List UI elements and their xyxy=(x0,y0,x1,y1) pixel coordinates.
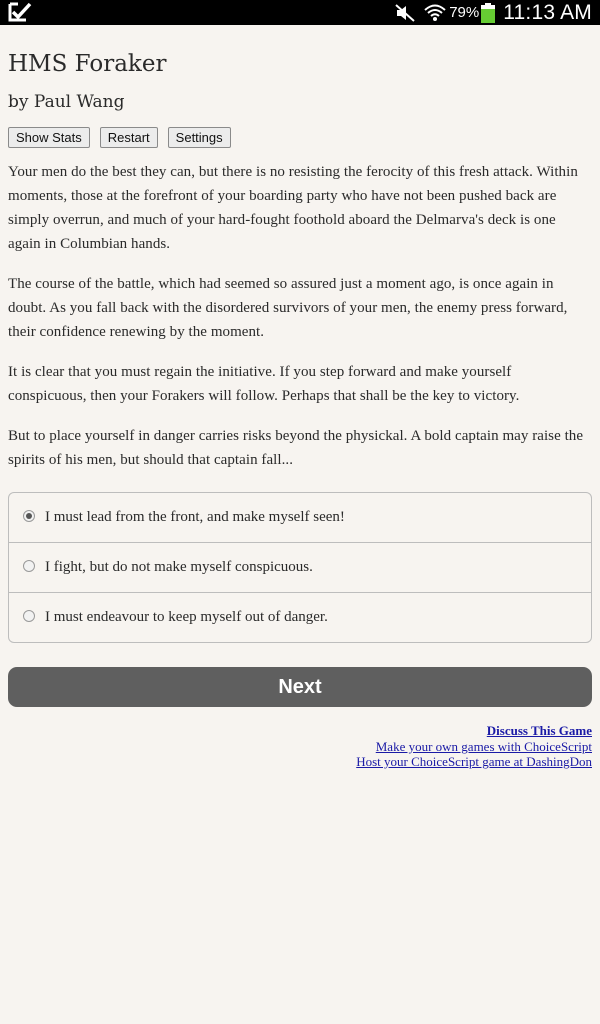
show-stats-button[interactable]: Show Stats xyxy=(8,127,90,148)
choice-option[interactable] xyxy=(9,592,591,642)
choice-label: I must endeavour to keep myself out of danger. xyxy=(45,609,328,625)
choice-label: I fight, but do not make myself conspicuous. xyxy=(45,559,313,575)
story-paragraph: The course of the battle, which had seemed so assured just a moment ago, is once again in doubt. As you fall back with the disordered survivors of your men, the enemy press forward, their confidence renewing by the moment. xyxy=(8,276,568,340)
mute-icon xyxy=(394,3,416,23)
radio-button[interactable] xyxy=(23,560,35,572)
story-paragraph: It is clear that you must regain the initiative. If you step forward and make yourself conspicuous, then your Forakers will follow. Perhaps that shall be the key to victory. xyxy=(8,364,520,404)
choice-option[interactable] xyxy=(9,493,591,542)
restart-button[interactable]: Restart xyxy=(100,127,158,148)
discuss-game-link[interactable]: Discuss This Game xyxy=(486,723,592,738)
dashingdon-link[interactable]: Host your ChoiceScript game at DashingDon xyxy=(356,754,592,769)
wifi-icon xyxy=(424,3,446,23)
choice-list xyxy=(8,492,592,643)
story-text xyxy=(8,160,592,472)
battery-percent: 79% xyxy=(449,4,480,21)
radio-button-selected[interactable] xyxy=(23,510,35,522)
game-title: HMS Foraker xyxy=(8,51,167,77)
choice-label: I must lead from the front, and make myself seen! xyxy=(45,509,345,525)
next-button[interactable]: Next xyxy=(8,667,592,707)
footer-links xyxy=(8,723,592,769)
choice-option[interactable] xyxy=(9,542,591,592)
story-paragraph: But to place yourself in danger carries risks beyond the physickal. A bold captain may raise the spirits of his men, but should that captain fall... xyxy=(8,428,584,468)
game-page xyxy=(8,25,592,769)
status-bar xyxy=(0,0,600,25)
choicescript-link[interactable]: Make your own games with ChoiceScript xyxy=(375,739,592,754)
task-check-icon xyxy=(8,2,32,22)
settings-button[interactable]: Settings xyxy=(168,127,231,148)
story-paragraph: Your men do the best they can, but there is no resisting the ferocity of this fresh attack. Within moments, those at the forefront of your boarding party who have not been pushed back are simply overrun, and much of your hard-fought foothold aboard the Delmarva's deck is one again in Columbian hands. xyxy=(8,164,578,252)
radio-button[interactable] xyxy=(23,610,35,622)
toolbar xyxy=(8,127,592,148)
battery-icon xyxy=(481,3,495,23)
clock: 11:13 AM xyxy=(503,0,592,24)
game-author: by Paul Wang xyxy=(8,92,125,112)
